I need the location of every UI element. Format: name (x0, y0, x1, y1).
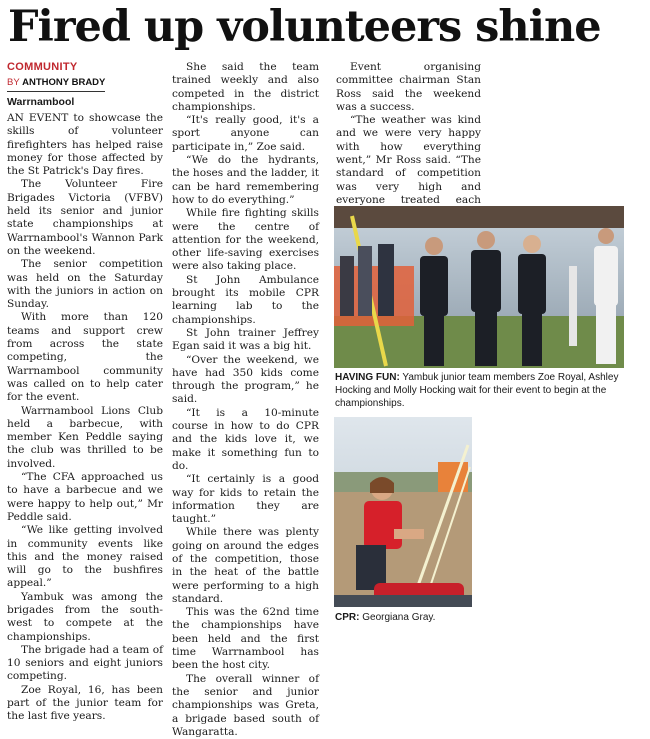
paragraph: While there was plenty going on around the edges of the competition, those in the heat of the battle were performing to a high standard. (172, 526, 319, 605)
paragraph: Event organising committee chairman Stan Ross said the weekend was a success. (336, 61, 481, 113)
photo-cpr-image (334, 417, 472, 607)
paragraph: “We do the hydrants, the hoses and the ladder, it can be hard remembering how to do everything.” (172, 154, 319, 206)
section-label: COMMUNITY (7, 61, 78, 73)
paragraph: The senior competition was held on the Saturday with the juniors in action on Sunday. (7, 258, 163, 311)
paragraph: “It is a 10-minute course in how to do CPR and the kids love it, we make it something fun to do. (172, 406, 319, 472)
paragraph: St John Ambulance brought its mobile CPR learning lab to the championships. (172, 273, 319, 326)
article-column-3 (336, 61, 481, 221)
byline-author: ANTHONY BRADY (22, 77, 106, 88)
article-column-2 (172, 61, 319, 739)
paragraph: The Volunteer Fire Brigades Victoria (VFBV) held its senior and junior state championships at Warrnambool's Wannon Park on the weekend. (7, 178, 163, 257)
paragraph: “We like getting involved in community events like this and the money raised will go to the bushfires appeal.” (7, 524, 163, 590)
paragraph: “The CFA approached us to have a barbecue and we were happy to help out,” Mr Peddle said. (7, 471, 163, 523)
caption-cpr (335, 611, 485, 624)
paragraph: This was the 62nd time the championships have been held and the first time Warrnambool has been the host city. (172, 606, 319, 672)
paragraph: Yambuk was among the brigades from the south-west to compete at the championships. (7, 590, 163, 643)
caption-text: Yambuk junior team members Zoe Royal, Ashley Hocking and Molly Hocking wait for their event to begin at the championships. (335, 372, 619, 409)
paragraph: With more than 120 teams and support crew from across the state competing, the Warrnambool community was called on to help cater for the event. (7, 311, 163, 404)
article-column-1 (7, 61, 163, 724)
byline-prefix: BY (7, 77, 20, 88)
paragraph: She said the team trained weekly and also competed in the district championships. (172, 61, 319, 113)
paragraph: “The weather was kind and we were very happy with how everything went,” Mr Ross said. “The standard of competition was very high and everyone treated each (336, 114, 481, 206)
paragraph: “It certainly is a good way for kids to retain the information they are taught.” (172, 473, 319, 526)
photo-yambuk-team-image (334, 206, 624, 368)
dateline: Warrnambool (7, 96, 75, 108)
headline: Fired up volunteers shine (8, 2, 601, 52)
byline (7, 76, 105, 92)
paragraph: The brigade had a team of 10 seniors and eight juniors competing. (7, 643, 163, 683)
paragraph: “Over the weekend, we have had 350 kids come through the program,” he said. (172, 353, 319, 406)
paragraph: While fire fighting skills were the centre of attention for the weekend, other life-saving exercises were also taking place. (172, 207, 319, 273)
paragraph: AN EVENT to showcase the skills of volunteer firefighters has helped raise money for those affected by the St Patrick's Day fires. (7, 112, 163, 178)
caption-lead: CPR: (335, 612, 360, 623)
caption-lead: HAVING FUN: (335, 372, 400, 383)
caption-yambuk-team (335, 371, 627, 410)
paragraph: Warrnambool Lions Club held a barbecue, with member Ken Peddle saying the club was thrilled to be involved. (7, 404, 163, 470)
paragraph: St John trainer Jeffrey Egan said it was a big hit. (172, 326, 319, 353)
photo-cpr (334, 417, 472, 607)
caption-text: Georgiana Gray. (362, 612, 436, 623)
paragraph: The overall winner of the senior and junior championships was Greta, a brigade based south of Wangaratta. (172, 672, 319, 738)
paragraph: “It's really good, it's a sport anyone can participate in,” Zoe said. (172, 114, 319, 153)
photo-yambuk-team (334, 206, 624, 368)
paragraph: Zoe Royal, 16, has been part of the junior team for the last five years. (7, 683, 163, 723)
